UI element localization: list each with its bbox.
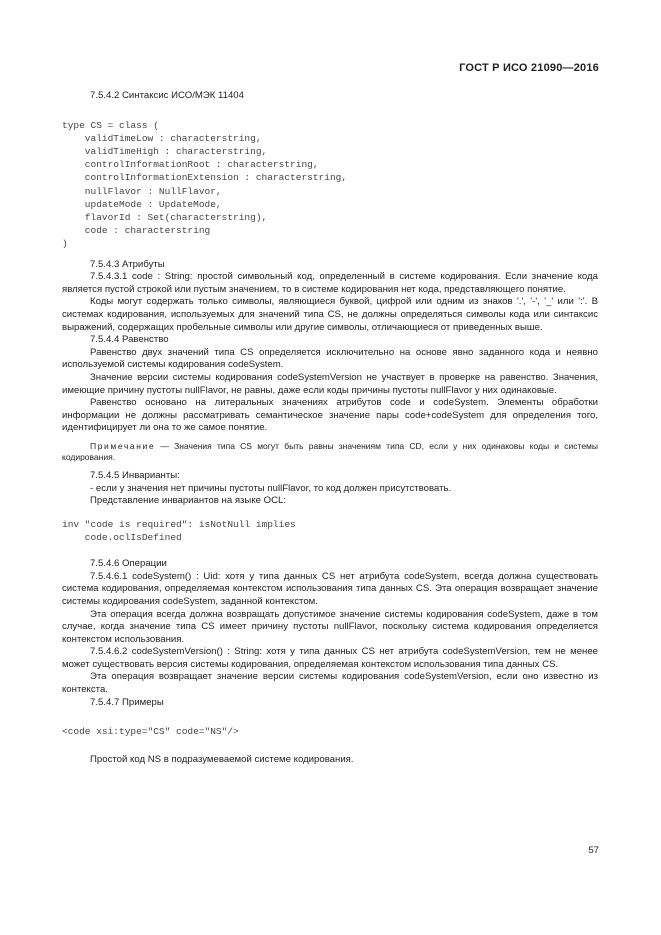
code-line: validTimeLow : characterstring, (62, 132, 262, 144)
paragraph-equality-3: Равенство основано на литеральных значениях атрибутов code и codeSystem. Элементы обработки информации не должны рассматривать семантическое значение пары code+codeSystem для определения того, идентифицирует ли она то же самое понятие. (62, 397, 598, 434)
code-block-example: <code xsi:type="CS" code="NS"/> (62, 726, 239, 738)
paragraph-operation-3: 7.5.4.6.2 codeSystemVersion() : String: хотя у типа данных CS нет атрибута codeSystemVersion, тем не менее может существовать версия системы кодирования, определяемая контекстом использования типа данных CS. (62, 646, 598, 670)
code-line: code.oclIsDefined (62, 531, 182, 543)
code-line: nullFlavor : NullFlavor, (62, 185, 222, 197)
paragraph-equality-2: Значение версии системы кодирования codeSystemVersion не участвует в проверке на равенство. Значения, имеющие причину пустоты nullFlavor, не равны, даже если коды причины пустоты nullFlavor у них одинаковые. (62, 371, 598, 396)
note (62, 441, 598, 464)
note-label: Примечание (90, 440, 156, 451)
code-line: inv "code is required": isNotNull implies (62, 518, 296, 530)
heading-7-5-4-5: 7.5.4.5 Инварианты: (90, 469, 180, 481)
paragraph-invariant-1: - если у значения нет причины пустоты nullFlavor, то код должен присутствовать. (90, 482, 452, 494)
page-content (62, 90, 598, 767)
paragraph-operation-2: Эта операция всегда должна возвращать допустимое значение системы кодирования codeSystem, даже в том случае, когда значение типа CS имеет причину пустоты nullFlavor, поскольку система кодирования определяется контекстом использования. (62, 608, 598, 645)
paragraph-equality-1: Равенство двух значений типа CS определяется исключительно на основе явно заданного кода и неявно используемой системы кодирования codeSystem. (62, 346, 598, 371)
code-block-iso11404 (62, 119, 598, 251)
code-block-ocl (62, 518, 598, 544)
heading-7-5-4-2: 7.5.4.2 Синтаксис ИСО/МЭК 11404 (90, 90, 244, 101)
paragraph-operation-4: Эта операция возвращает значение версии системы кодирования codeSystemVersion, если оно известно из контекста. (62, 671, 598, 696)
page-number: 57 (588, 845, 599, 856)
note-text: — Значения типа CS могут быть равны значениям типа CD, если у них одинаковы коды и системы кодирования. (62, 440, 598, 463)
heading-7-5-4-4: 7.5.4.4 Равенство (90, 334, 169, 346)
heading-7-5-4-3: 7.5.4.3 Атрибуты (90, 258, 165, 270)
code-line: ) (62, 238, 68, 250)
heading-7-5-4-6: 7.5.4.6 Операции (90, 558, 167, 570)
paragraph-operation-1: 7.5.4.6.1 codeSystem() : Uid: хотя у типа данных CS нет атрибута codeSystem, всегда должна существовать система кодирования, определяемая контекстом использования типа данных CS. Эта операция возвращает значение системы кодирования codeSystem, заданной контекстом. (62, 570, 598, 607)
heading-7-5-4-7: 7.5.4.7 Примеры (90, 696, 164, 708)
code-line: type CS = class ( (62, 119, 159, 131)
standard-header: ГОСТ Р ИСО 21090—2016 (459, 62, 599, 74)
code-line: controlInformationExtension : characterstring, (62, 172, 348, 184)
code-line: code : characterstring (62, 225, 211, 237)
paragraph-code-attribute: 7.5.4.3.1 code : String: простой символьный код, определенный в системе кодирования. Если значение кода является пустой строкой или пустым значением, то в системе кодирования нет кода, представляющего понятие. (62, 271, 598, 295)
code-line: updateMode : UpdateMode, (62, 198, 222, 210)
code-line: flavorId : Set(characterstring), (62, 212, 268, 224)
paragraph-code-characters: Коды могут содержать только символы, являющиеся буквой, цифрой или одним из знаков '.', '-', '_' или ':'. В системах кодирования, используемых для значений типа CS, не должны определяться символы кода или синтаксис выражений, содержащих пробельные символы или другие символы, отличающиеся от приведенных выше. (62, 296, 598, 333)
paragraph-invariant-2: Представление инвариантов на языке OCL: (90, 495, 287, 507)
code-line: controlInformationRoot : characterstring, (62, 159, 319, 171)
paragraph-example: Простой код NS в подразумеваемой системе кодирования. (90, 754, 354, 766)
code-line: validTimeHigh : characterstring, (62, 146, 268, 157)
